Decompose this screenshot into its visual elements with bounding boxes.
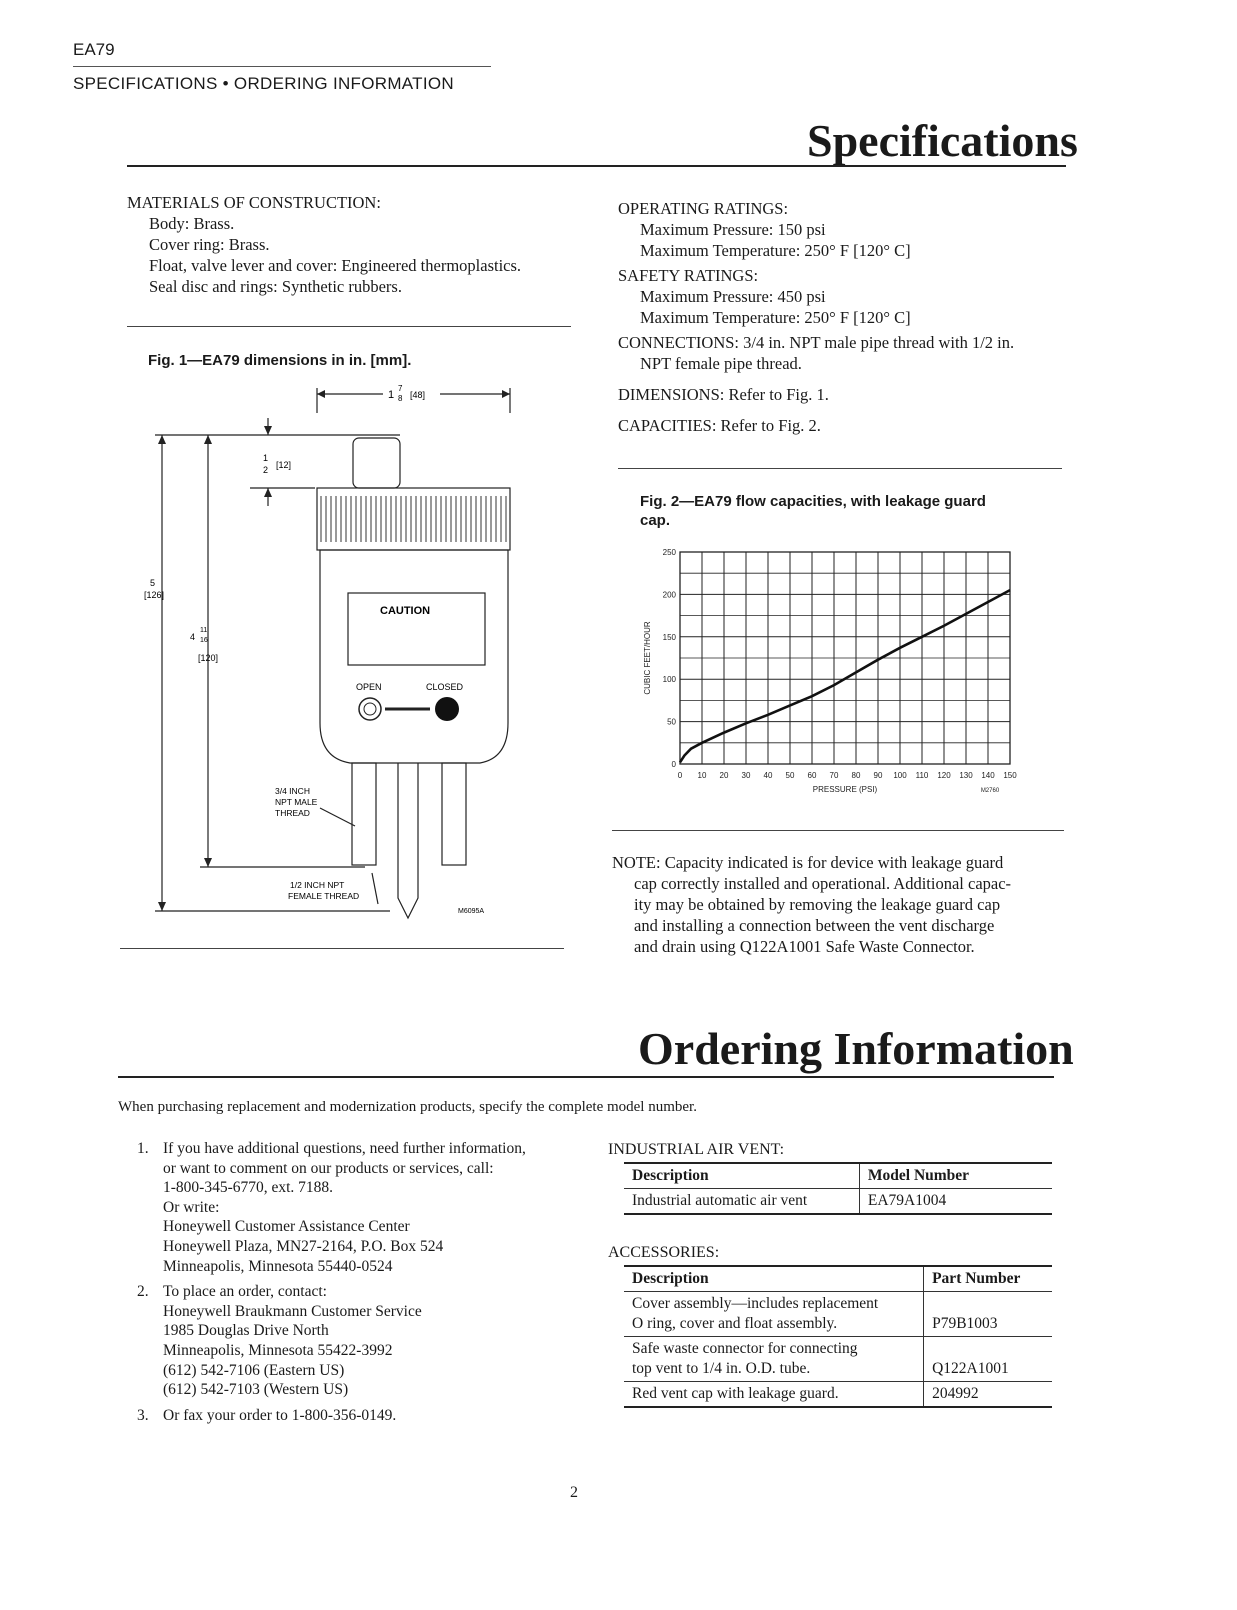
order-line: If you have additional questions, need further information, — [163, 1140, 526, 1157]
note-line: and installing a connection between the vent discharge — [634, 916, 995, 935]
table-row — [624, 1292, 1052, 1337]
safety-heading: SAFETY RATINGS: — [618, 266, 759, 285]
left-thread — [352, 763, 376, 865]
capacities-line: CAPACITIES: Refer to Fig. 2. — [618, 416, 821, 435]
order-line: 1-800-345-6770, ext. 7188. — [163, 1179, 334, 1197]
float-stem — [398, 763, 418, 918]
order-line: or want to comment on our products or services, call: — [163, 1159, 494, 1177]
accessory-description-cell: Red vent cap with leakage guard. — [624, 1382, 924, 1407]
order-item-3 — [137, 1406, 526, 1426]
dim-width-mm: [48] — [410, 390, 426, 400]
fig2-caption-line-2: cap. — [640, 512, 671, 529]
header-rule — [73, 66, 491, 67]
fig1-dimension-drawing — [140, 378, 580, 923]
x-tick-label: 110 — [915, 771, 929, 780]
order-line: (612) 542-7103 (Western US) — [163, 1381, 349, 1399]
closed-label: CLOSED — [426, 682, 464, 692]
flow-capacity-chart — [630, 542, 1050, 804]
x-tick-label: 10 — [697, 771, 707, 780]
page-number: 2 — [570, 1484, 578, 1501]
order-line: 1985 Douglas Drive North — [163, 1322, 329, 1340]
x-tick-label: 60 — [807, 771, 817, 780]
x-tick-label: 40 — [763, 771, 773, 780]
thread-female-1: 1/2 INCH NPT — [290, 880, 345, 890]
x-tick-label: 120 — [937, 771, 951, 780]
accessory-desc-line: top vent to 1/4 in. O.D. tube. — [632, 1360, 811, 1377]
note-line: ity may be obtained by removing the leakage guard cap — [634, 895, 1001, 914]
dim-total: 5 — [150, 578, 156, 588]
x-tick-label: 20 — [719, 771, 729, 780]
dimensions-line: DIMENSIONS: Refer to Fig. 1. — [618, 385, 829, 404]
x-tick-label: 0 — [677, 771, 683, 780]
operating-item: Maximum Pressure: 150 psi — [640, 220, 826, 239]
dim-body-den: 16 — [200, 637, 208, 644]
x-axis-label: PRESSURE (PSI) — [812, 785, 878, 794]
y-tick-label: 150 — [662, 632, 676, 642]
x-tick-label: 70 — [829, 771, 839, 780]
x-tick-label: 130 — [959, 771, 973, 780]
fig2-caption — [640, 492, 986, 530]
materials-heading: MATERIALS OF CONSTRUCTION: — [127, 193, 381, 212]
accessory-description-cell — [624, 1292, 924, 1337]
accessories-col-description: Description — [624, 1267, 924, 1292]
safety-item: Maximum Temperature: 250° F [120° C] — [640, 308, 911, 327]
safety-item: Maximum Pressure: 450 psi — [640, 287, 826, 306]
y-tick-label: 200 — [662, 590, 676, 600]
operating-heading: OPERATING RATINGS: — [618, 199, 789, 218]
dim-cap-mm: [12] — [276, 460, 292, 470]
table-row — [624, 1337, 1052, 1382]
accessories-table — [624, 1265, 1052, 1408]
industrial-table — [624, 1162, 1052, 1215]
ordering-intro: When purchasing replacement and modernization products, specify the complete model number. — [118, 1099, 697, 1115]
ordering-title: Ordering Information — [638, 1023, 1074, 1074]
dim-body-whole: 4 — [190, 632, 196, 642]
accessory-part-cell: 204992 — [932, 1385, 979, 1402]
order-item-1 — [137, 1139, 526, 1276]
order-line: Honeywell Braukmann Customer Service — [163, 1302, 422, 1320]
industrial-heading: INDUSTRIAL AIR VENT: — [608, 1141, 785, 1158]
ring-knurl — [321, 496, 506, 542]
accessory-description-cell — [624, 1337, 924, 1382]
x-tick-label: 100 — [893, 771, 907, 780]
industrial-description-cell: Industrial automatic air vent — [624, 1189, 859, 1214]
order-line: To place an order, contact: — [163, 1283, 327, 1301]
dim-body-mm: [120] — [198, 653, 219, 663]
thread-male-1: 3/4 INCH — [275, 786, 310, 796]
material-item: Seal disc and rings: Synthetic rubbers. — [149, 277, 402, 296]
caution-text: CAUTION — [380, 605, 431, 617]
table-row — [624, 1382, 1052, 1407]
x-tick-label: 150 — [1003, 771, 1017, 780]
ordering-contact-list — [137, 1139, 526, 1431]
x-tick-label: 80 — [851, 771, 861, 780]
y-tick-label: 250 — [662, 548, 676, 557]
ratings-rule — [618, 468, 1062, 469]
x-tick-label: 90 — [873, 771, 883, 780]
specifications-title: Specifications — [807, 115, 1078, 166]
connections-line-2: NPT female pipe thread. — [640, 354, 802, 373]
thread-male-2: NPT MALE — [275, 797, 318, 807]
table-row — [624, 1189, 1052, 1214]
order-item-number: 2. — [137, 1283, 149, 1301]
accessory-part-cell: Q122A1001 — [924, 1337, 1052, 1382]
drawing-id: M6095A — [458, 908, 485, 915]
y-tick-label: 100 — [662, 675, 676, 685]
x-tick-label: 30 — [741, 771, 751, 780]
figure-id: M2760 — [980, 788, 1000, 794]
accessory-part-cell: P79B1003 — [924, 1292, 1052, 1337]
fig1-rule — [120, 948, 564, 949]
y-tick-label: 50 — [667, 717, 676, 727]
industrial-model-cell: EA79A1004 — [867, 1192, 947, 1209]
order-item-number: 3. — [137, 1406, 149, 1424]
dim-total-mm: [126] — [144, 590, 165, 600]
note-line: cap correctly installed and operational. Additional capac- — [634, 874, 1012, 893]
accessory-desc-line: Safe waste connector for connecting — [632, 1340, 858, 1357]
material-item: Body: Brass. — [149, 214, 235, 233]
material-item: Cover ring: Brass. — [149, 235, 270, 254]
dim-body-num: 11 — [200, 627, 208, 634]
ratings-section — [618, 198, 1014, 436]
x-tick-label: 50 — [785, 771, 795, 780]
note-line: and drain using Q122A1001 Safe Waste Connector. — [634, 937, 975, 956]
operating-item: Maximum Temperature: 250° F [120° C] — [640, 241, 911, 260]
materials-section — [127, 192, 521, 297]
vent-cap — [353, 438, 400, 488]
materials-rule — [127, 326, 571, 327]
order-line: Minneapolis, Minnesota 55422-3992 — [163, 1341, 393, 1359]
order-item-2 — [137, 1282, 526, 1400]
right-thread — [442, 763, 466, 865]
accessories-col-part: Part Number — [924, 1267, 1052, 1292]
specifications-rule — [127, 165, 1066, 167]
fig2-caption-line-1: Fig. 2—EA79 flow capacities, with leakage guard — [640, 493, 986, 510]
fig2-rule — [612, 830, 1064, 831]
accessory-desc-line: Cover assembly—includes replacement — [632, 1295, 879, 1312]
y-axis-label: CUBIC FEET/HOUR — [643, 621, 652, 695]
document-model: EA79 — [73, 40, 115, 59]
order-line: Honeywell Plaza, MN27-2164, P.O. Box 524 — [163, 1237, 444, 1255]
ordering-rule — [118, 1076, 1054, 1078]
dim-width-num: 7 — [398, 384, 403, 393]
document-subtitle: SPECIFICATIONS • ORDERING INFORMATION — [73, 74, 454, 93]
order-line: Or fax your order to 1-800-356-0149. — [163, 1406, 397, 1424]
thread-male-3: THREAD — [275, 808, 310, 818]
capacity-note — [612, 852, 1011, 957]
order-line: Minneapolis, Minnesota 55440-0524 — [163, 1257, 393, 1275]
order-line: (612) 542-7106 (Eastern US) — [163, 1361, 345, 1379]
closed-indicator — [435, 697, 459, 721]
open-indicator — [359, 698, 381, 720]
caution-label — [348, 593, 485, 665]
y-tick-label: 0 — [671, 760, 676, 769]
open-label: OPEN — [356, 682, 382, 692]
order-line: Or write: — [163, 1198, 220, 1216]
industrial-col-description: Description — [624, 1164, 859, 1189]
dim-width-den: 8 — [398, 394, 403, 403]
accessory-desc-line: O ring, cover and float assembly. — [632, 1315, 838, 1332]
dim-width-whole: 1 — [388, 389, 395, 401]
note-line: NOTE: Capacity indicated is for device with leakage guard — [612, 853, 1004, 872]
material-item: Float, valve lever and cover: Engineered thermoplastics. — [149, 256, 522, 275]
order-line: Honeywell Customer Assistance Center — [163, 1218, 410, 1236]
order-item-number: 1. — [137, 1140, 149, 1157]
industrial-col-model: Model Number — [859, 1164, 1052, 1189]
dim-cap-den: 2 — [263, 465, 269, 475]
fig1-caption: Fig. 1—EA79 dimensions in in. [mm]. — [148, 352, 412, 369]
connections-line-1: CONNECTIONS: 3/4 in. NPT male pipe thread with 1/2 in. — [618, 333, 1015, 352]
x-tick-label: 140 — [981, 771, 995, 780]
dim-cap-num: 1 — [263, 453, 269, 463]
accessories-heading: ACCESSORIES: — [608, 1244, 720, 1261]
thread-female-2: FEMALE THREAD — [288, 891, 360, 901]
